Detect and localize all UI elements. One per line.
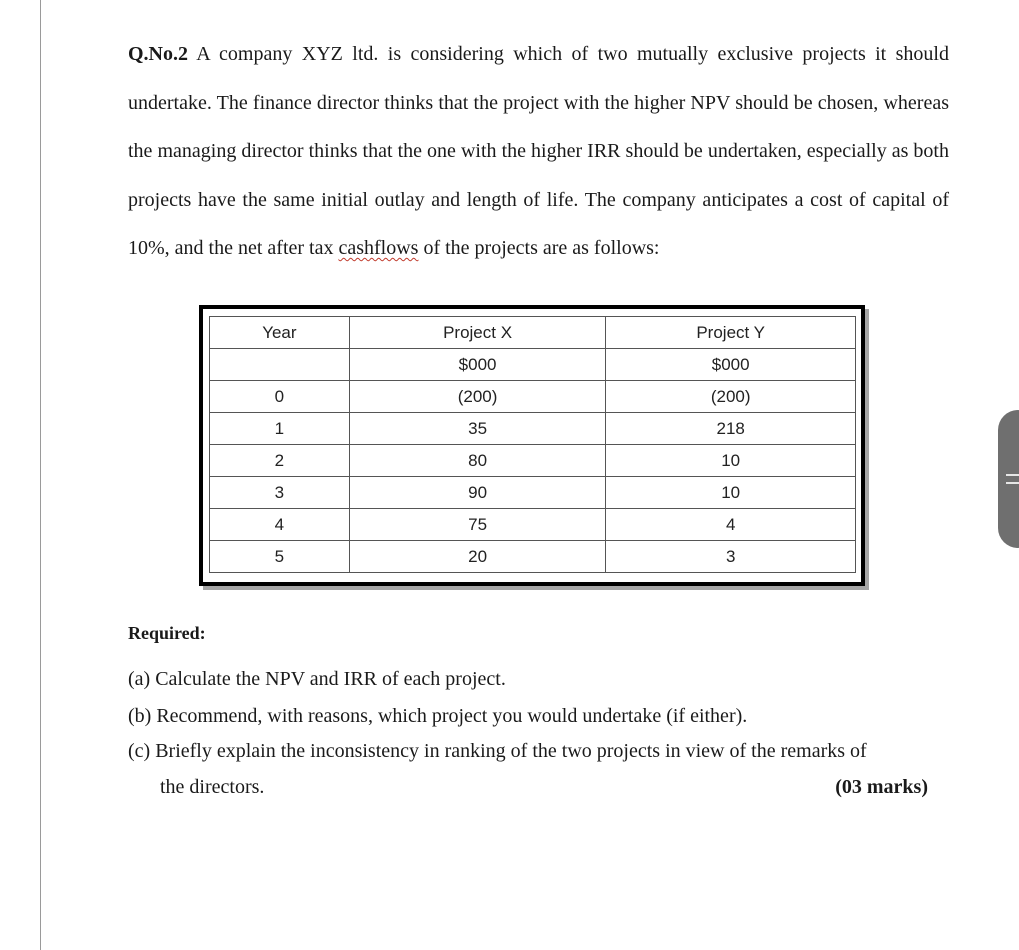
cashflow-table xyxy=(209,316,856,573)
unit-year xyxy=(210,349,350,381)
project-x-cell: 80 xyxy=(349,445,606,477)
part-c-continuation: the directors. xyxy=(160,776,265,798)
page-left-border xyxy=(40,0,41,950)
cashflow-table-frame xyxy=(199,305,865,586)
marks-label: (03 marks) xyxy=(835,776,928,798)
project-x-cell: 75 xyxy=(349,509,606,541)
grip-line-icon xyxy=(1006,482,1019,484)
year-cell: 5 xyxy=(210,541,350,573)
table-header-row xyxy=(210,317,856,349)
year-cell: 4 xyxy=(210,509,350,541)
grip-line-icon xyxy=(1006,474,1019,476)
year-cell: 1 xyxy=(210,413,350,445)
project-x-cell: 35 xyxy=(349,413,606,445)
unit-project-y: $000 xyxy=(606,349,856,381)
header-year: Year xyxy=(210,317,350,349)
header-project-x: Project X xyxy=(349,317,606,349)
year-cell: 2 xyxy=(210,445,350,477)
question-number: Q.No.2 xyxy=(128,43,188,65)
table-row xyxy=(210,445,856,477)
year-cell: 3 xyxy=(210,477,350,509)
table-units-row xyxy=(210,349,856,381)
project-y-cell: 218 xyxy=(606,413,856,445)
year-cell: 0 xyxy=(210,381,350,413)
side-panel-handle[interactable] xyxy=(998,410,1019,548)
project-y-cell: (200) xyxy=(606,381,856,413)
table-row xyxy=(210,477,856,509)
required-heading: Required: xyxy=(128,623,206,643)
project-x-cell: 90 xyxy=(349,477,606,509)
header-project-y: Project Y xyxy=(606,317,856,349)
part-b: (b) Recommend, with reasons, which project you would undertake (if either). xyxy=(128,705,748,727)
question-paragraph xyxy=(128,30,949,273)
project-y-cell: 3 xyxy=(606,541,856,573)
table-row xyxy=(210,541,856,573)
project-x-cell: (200) xyxy=(349,381,606,413)
part-c: (c) Briefly explain the inconsistency in ranking of the two projects in view of the remarks of xyxy=(128,740,867,762)
question-text: A company XYZ ltd. is considering which of two mutually exclusive projects it should undertake. The finance director thinks that the project with the higher NPV should be chosen, whereas the managing director thinks that the one with the higher IRR should be undertaken, especially as both projects have the same initial outlay and length of life. The company anticipates a cost of capital of 10%, and the net after tax xyxy=(128,43,949,259)
question-text-end: of the projects are as follows: xyxy=(418,237,660,259)
spellcheck-word[interactable]: cashflows xyxy=(338,237,419,259)
project-y-cell: 10 xyxy=(606,445,856,477)
table-row xyxy=(210,509,856,541)
unit-project-x: $000 xyxy=(349,349,606,381)
part-a: (a) Calculate the NPV and IRR of each project. xyxy=(128,668,506,690)
project-y-cell: 4 xyxy=(606,509,856,541)
project-y-cell: 10 xyxy=(606,477,856,509)
table-row xyxy=(210,381,856,413)
project-x-cell: 20 xyxy=(349,541,606,573)
table-row xyxy=(210,413,856,445)
